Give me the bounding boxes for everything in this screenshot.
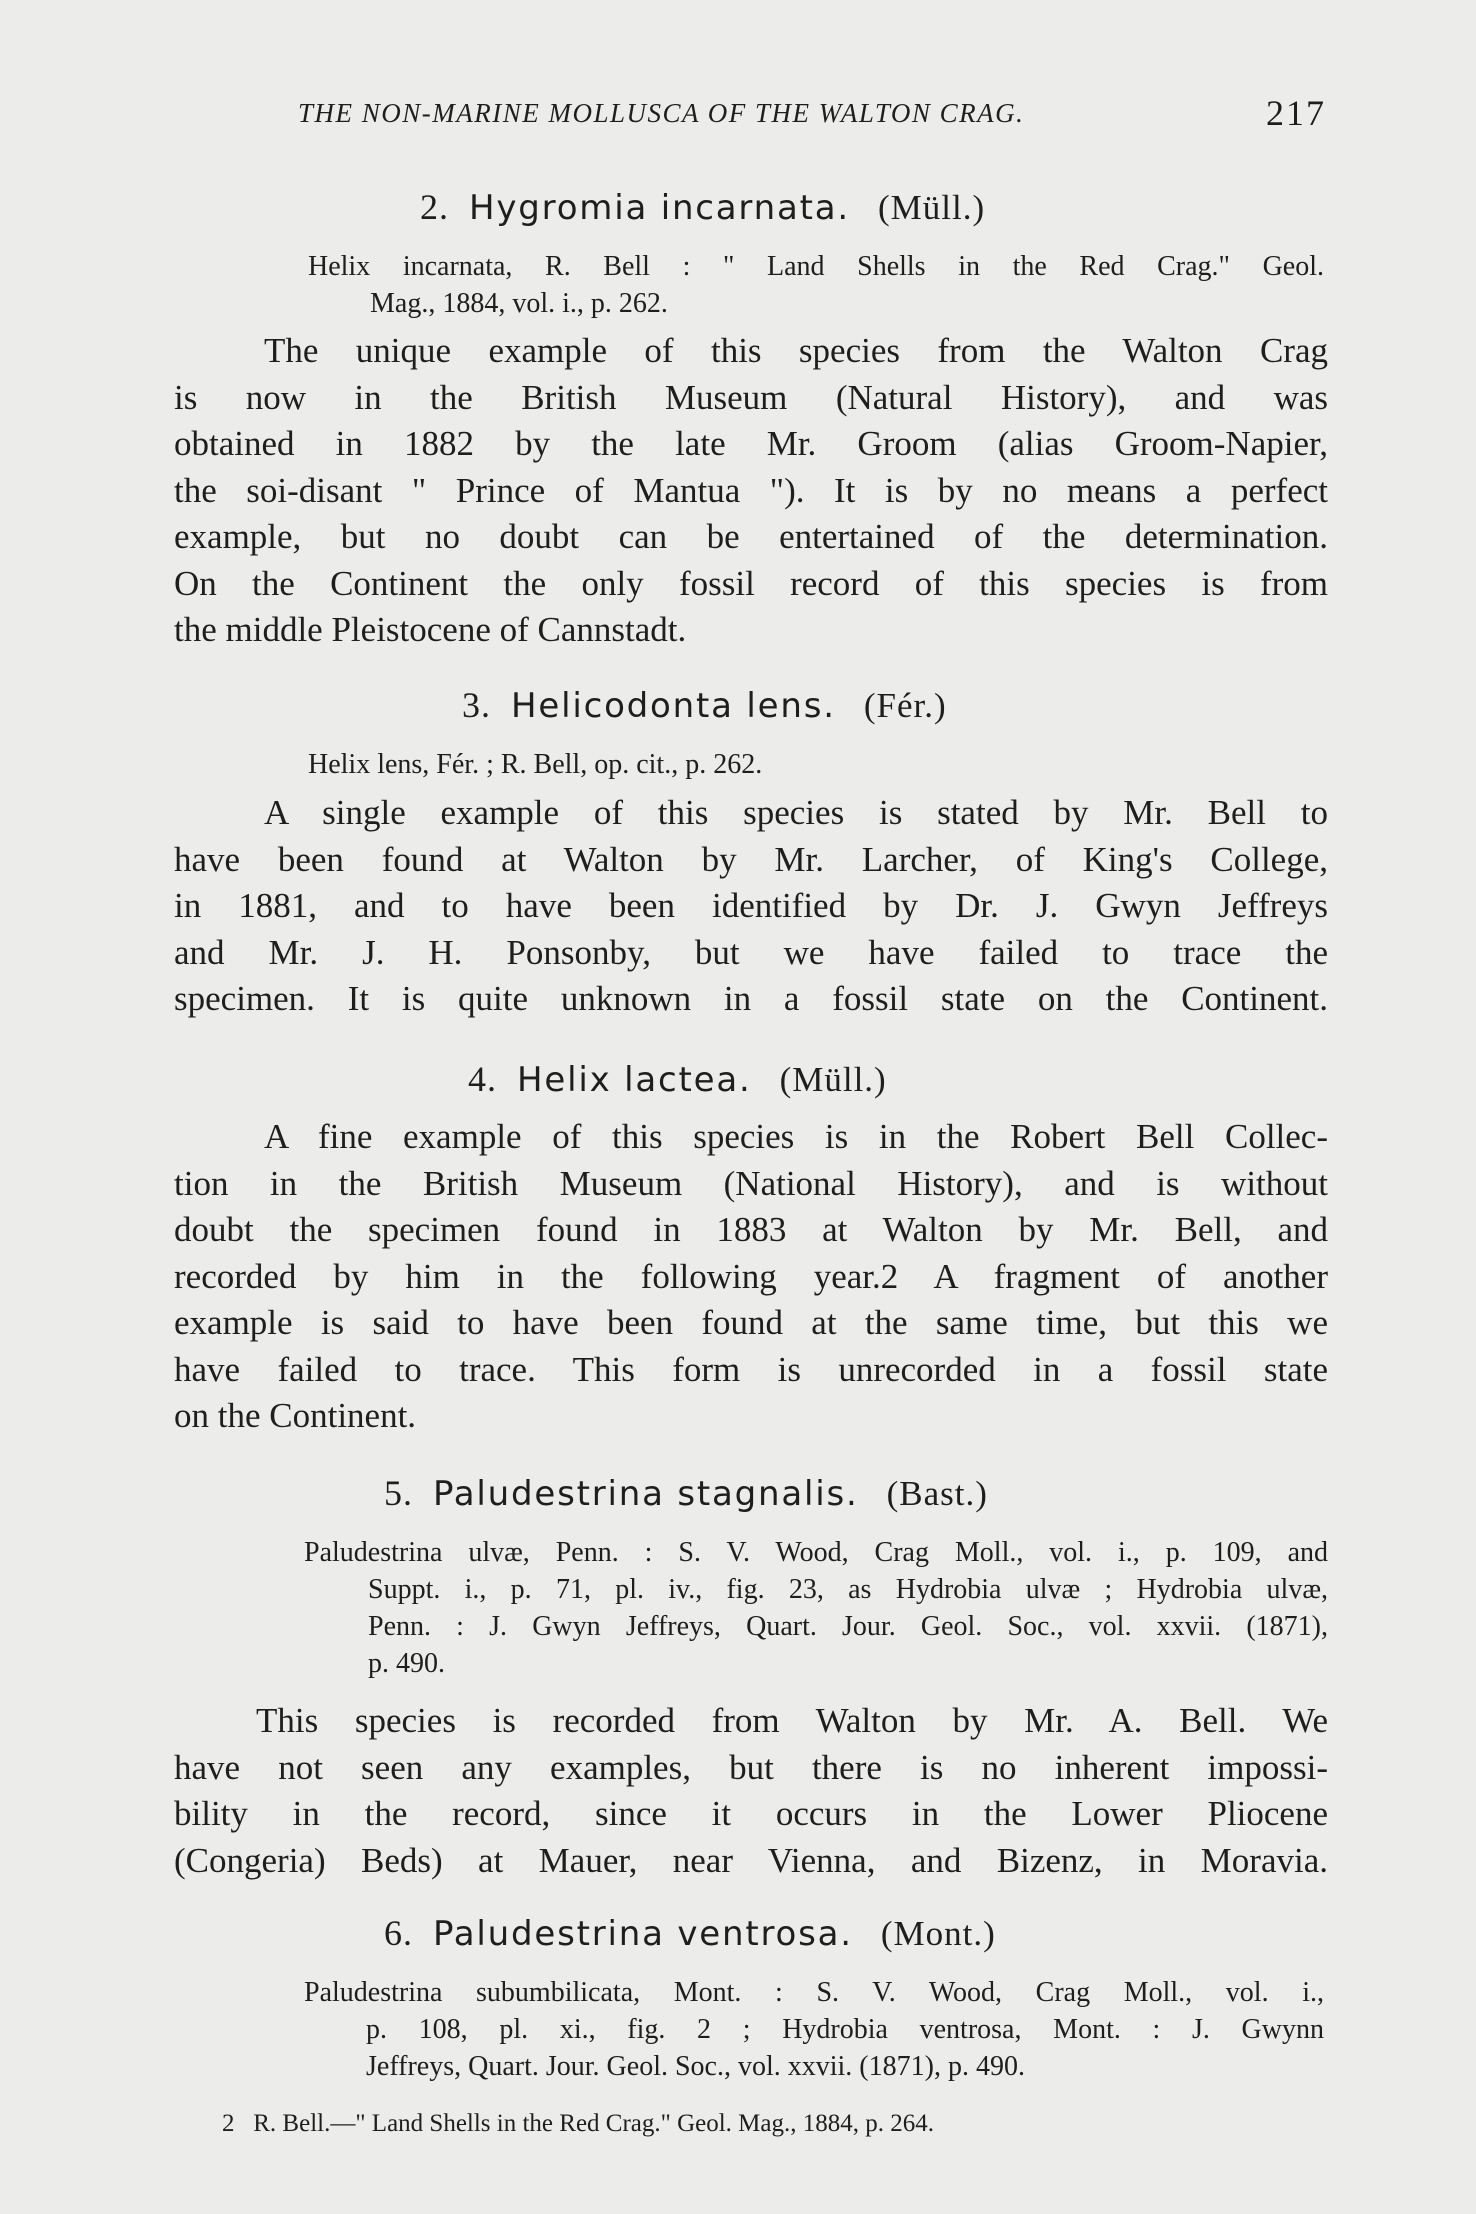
paragraph bbox=[174, 1114, 1328, 1440]
synonymy-line: Helix incarnata, R. Bell : " Land Shells in the Red Crag." Geol. bbox=[308, 251, 1324, 282]
text-line: on the Continent. bbox=[174, 1396, 417, 1435]
species-authority: (Fér.) bbox=[863, 686, 947, 725]
paragraph bbox=[174, 790, 1328, 1023]
text-line: doubt the specimen found in 1883 at Walton by Mr. Bell, and bbox=[174, 1210, 1328, 1249]
text-line: bility in the record, since it occurs in the Lower Pliocene bbox=[174, 1794, 1328, 1833]
synonymy-line: Mag., 1884, vol. i., p. 262. bbox=[370, 288, 668, 319]
section-heading bbox=[384, 1472, 988, 1514]
synonymy-line: Jeffreys, Quart. Jour. Geol. Soc., vol. xxvii. (1871), p. 490. bbox=[366, 2051, 1025, 2082]
species-authority: (Bast.) bbox=[886, 1474, 988, 1513]
text-line: (Congeria) Beds) at Mauer, near Vienna, and Bizenz, in Moravia. bbox=[174, 1840, 1328, 1880]
text-line: in 1881, and to have been identified by Dr. J. Gwyn Jeffreys bbox=[174, 886, 1328, 925]
text-line: This species is recorded from Walton by Mr. A. Bell. We bbox=[256, 1701, 1328, 1740]
section-heading bbox=[420, 186, 985, 228]
species-name: Helix lactea. bbox=[517, 1060, 752, 1100]
synonymy-line: Paludestrina subumbilicata, Mont. : S. V. Wood, Crag Moll., vol. i., bbox=[304, 1977, 1324, 2008]
species-authority: (Müll.) bbox=[779, 1060, 887, 1099]
page-number: 217 bbox=[1266, 93, 1326, 133]
synonymy-line: Suppt. i., p. 71, pl. iv., fig. 23, as Hydrobia ulvæ ; Hydrobia ulvæ, bbox=[368, 1574, 1328, 1605]
synonymy-line: Paludestrina ulvæ, Penn. : S. V. Wood, Crag Moll., vol. i., p. 109, and bbox=[304, 1537, 1328, 1568]
footnote-text: R. Bell.—" Land Shells in the Red Crag." Geol. Mag., 1884, p. 264. bbox=[253, 2110, 935, 2137]
synonymy-block bbox=[308, 248, 1324, 322]
text-line: obtained in 1882 by the late Mr. Groom (alias Groom-Napier, bbox=[174, 424, 1328, 463]
text-line: have been found at Walton by Mr. Larcher, of King's College, bbox=[174, 839, 1328, 879]
text-line: On the Continent the only fossil record of this species is from bbox=[174, 563, 1328, 603]
text-line: have not seen any examples, but there is no inherent impossi- bbox=[174, 1747, 1328, 1787]
text-line: the soi-disant " Prince of Mantua "). It is by no means a perfect bbox=[174, 470, 1328, 510]
synonymy-line: p. 108, pl. xi., fig. 2 ; Hydrobia ventrosa, Mont. : J. Gwynn bbox=[366, 2014, 1324, 2045]
section-heading bbox=[462, 684, 947, 726]
species-name: Hygromia incarnata. bbox=[469, 188, 850, 228]
species-name: Helicodonta lens. bbox=[511, 686, 836, 726]
paragraph bbox=[174, 328, 1328, 654]
synonymy-line: Helix lens, Fér. ; R. Bell, op. cit., p. 262. bbox=[308, 749, 763, 780]
species-name: Paludestrina stagnalis. bbox=[433, 1474, 859, 1514]
text-line: and Mr. J. H. Ponsonby, but we have failed to trace the bbox=[174, 932, 1328, 972]
species-name: Paludestrina ventrosa. bbox=[433, 1914, 853, 1954]
synonymy-line: Penn. : J. Gwyn Jeffreys, Quart. Jour. Geol. Soc., vol. xxvii. (1871), bbox=[368, 1611, 1328, 1642]
text-line: is now in the British Museum (Natural History), and was bbox=[174, 377, 1328, 417]
section-number: 3. bbox=[462, 685, 491, 725]
species-authority: (Mont.) bbox=[880, 1914, 996, 1953]
text-line: tion in the British Museum (National History), and is without bbox=[174, 1163, 1328, 1203]
running-head-title: THE NON-MARINE MOLLUSCA OF THE WALTON CRAG. bbox=[298, 98, 1025, 128]
section-heading bbox=[384, 1912, 996, 1954]
synonymy-line: p. 490. bbox=[368, 1648, 445, 1679]
text-line: specimen. It is quite unknown in a fossil state on the Continent. bbox=[174, 979, 1328, 1018]
text-line: A single example of this species is stated by Mr. Bell to bbox=[264, 793, 1328, 832]
text-line: The unique example of this species from the Walton Crag bbox=[264, 331, 1328, 370]
text-line: recorded by him in the following year.2 A fragment of another bbox=[174, 1256, 1328, 1296]
text-line: the middle Pleistocene of Cannstadt. bbox=[174, 610, 687, 649]
species-authority: (Müll.) bbox=[877, 188, 986, 227]
synonymy-block bbox=[304, 1974, 1324, 2085]
paragraph bbox=[174, 1698, 1328, 1884]
text-line: A fine example of this species is in the Robert Bell Collec- bbox=[264, 1117, 1328, 1156]
section-number: 5. bbox=[384, 1473, 413, 1513]
text-line: example, but no doubt can be entertained of the determination. bbox=[174, 517, 1328, 556]
footnote bbox=[222, 2110, 934, 2138]
text-line: example is said to have been found at the same time, but this we bbox=[174, 1303, 1328, 1342]
footnote-marker: 2 bbox=[222, 2110, 235, 2137]
section-heading bbox=[468, 1058, 887, 1100]
section-number: 4. bbox=[468, 1059, 497, 1099]
text-line: have failed to trace. This form is unrecorded in a fossil state bbox=[174, 1349, 1328, 1389]
section-number: 6. bbox=[384, 1913, 413, 1953]
synonymy-block bbox=[308, 746, 1008, 783]
section-number: 2. bbox=[420, 187, 449, 227]
synonymy-block bbox=[304, 1534, 1328, 1682]
